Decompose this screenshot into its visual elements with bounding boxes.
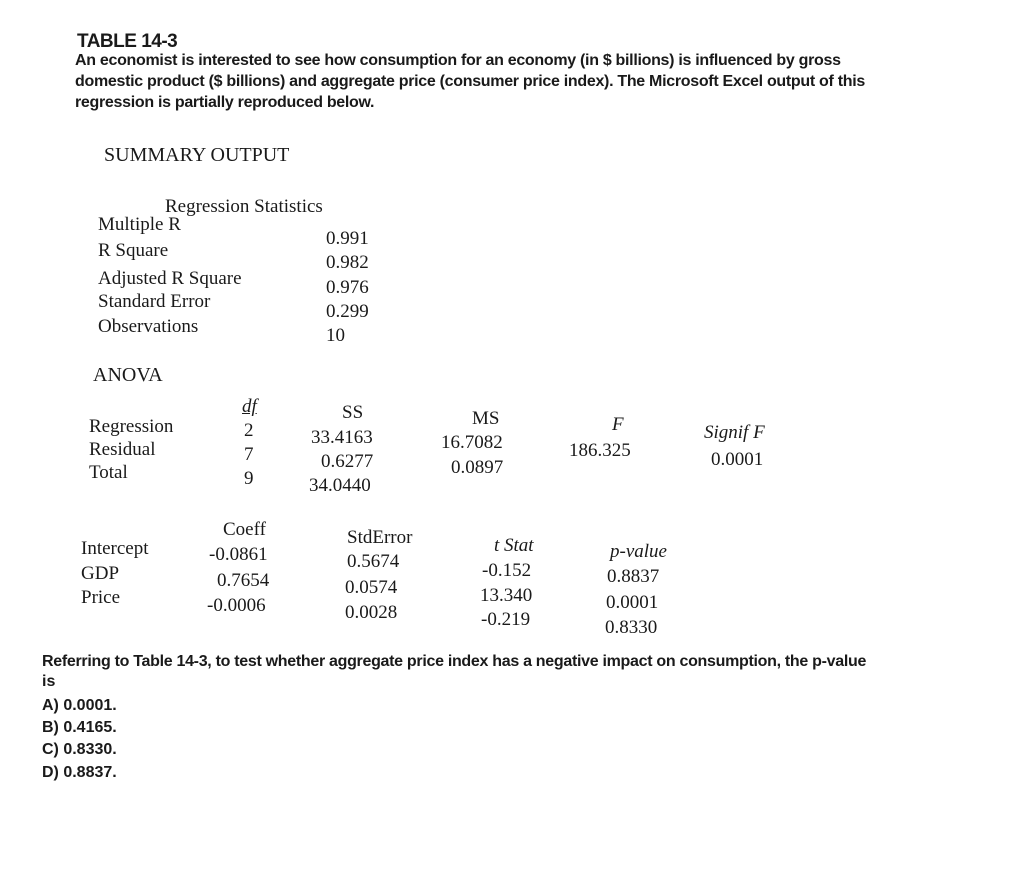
anova-row-label: Regression (89, 416, 174, 437)
coef-cell: -0.219 (481, 609, 531, 630)
coef-row-label: GDP (81, 563, 120, 584)
anova-cell: 186.325 (569, 440, 631, 461)
summary-heading: SUMMARY OUTPUT (104, 144, 290, 166)
answer-option-b[interactable]: B) 0.4165. (42, 719, 117, 736)
coef-cell: 0.7654 (217, 570, 270, 591)
regression-stats-heading: Regression Statistics (165, 196, 323, 217)
answer-option-a[interactable]: A) 0.0001. (42, 697, 117, 714)
coef-header-tstat: t Stat (494, 535, 534, 556)
coef-cell: -0.152 (482, 560, 532, 581)
coef-cell: 13.340 (480, 585, 533, 606)
coef-header-stderror: StdError (347, 527, 413, 548)
anova-row-label: Residual (89, 439, 156, 460)
coef-cell: -0.0861 (209, 544, 268, 565)
stat-value: 0.991 (326, 228, 369, 249)
anova-cell: 0.0001 (711, 449, 764, 470)
anova-header-ss: SS (342, 402, 364, 423)
stat-value: 10 (326, 325, 345, 346)
anova-header-ms: MS (472, 408, 500, 429)
coef-row-label: Price (81, 587, 121, 608)
anova-cell: 7 (244, 444, 254, 465)
anova-cell: 0.6277 (321, 451, 374, 472)
coef-cell: 0.5674 (347, 551, 400, 572)
coef-cell: 0.8837 (607, 566, 660, 587)
anova-cell: 9 (244, 468, 254, 489)
anova-row-label: Total (89, 462, 128, 483)
anova-heading: ANOVA (93, 364, 163, 386)
coef-cell: 0.0001 (606, 592, 659, 613)
intro-line-2: domestic product ($ billions) and aggregate price (consumer price index). The Microsoft Excel output of this (75, 73, 865, 90)
anova-cell: 0.0897 (451, 457, 504, 478)
intro-line-1: An economist is interested to see how consumption for an economy (in $ billions) is influenced by gross (75, 52, 841, 69)
anova-cell: 34.0440 (309, 475, 371, 496)
stat-label: Standard Error (98, 291, 211, 312)
intro-line-3: regression is partially reproduced below. (75, 94, 375, 111)
stat-value: 0.299 (326, 301, 369, 322)
stat-label: R Square (98, 240, 169, 261)
coef-header-pvalue: p-value (610, 541, 667, 562)
coef-cell: -0.0006 (207, 595, 266, 616)
answer-option-d[interactable]: D) 0.8837. (42, 764, 117, 781)
stat-label: Observations (98, 316, 199, 337)
anova-header-f: F (612, 414, 624, 435)
answer-option-c[interactable]: C) 0.8330. (42, 741, 117, 758)
stat-label: Adjusted R Square (98, 268, 242, 289)
anova-cell: 33.4163 (311, 427, 373, 448)
coef-cell: 0.8330 (605, 617, 658, 638)
coef-cell: 0.0574 (345, 577, 398, 598)
anova-header-df: df (242, 396, 257, 417)
anova-cell: 2 (244, 420, 254, 441)
coef-row-label: Intercept (81, 538, 149, 559)
stat-value: 0.982 (326, 252, 369, 273)
stat-label: Multiple R (98, 214, 181, 235)
stat-value: 0.976 (326, 277, 369, 298)
coef-header-coeff: Coeff (223, 519, 266, 540)
table-title: TABLE 14-3 (77, 31, 178, 52)
question-line-1: Referring to Table 14-3, to test whether aggregate price index has a negative impact on consumption, the p-value (42, 653, 867, 670)
anova-cell: 16.7082 (441, 432, 503, 453)
question-line-2: is (42, 673, 56, 690)
anova-header-signif-f: Signif F (704, 422, 765, 443)
coef-cell: 0.0028 (345, 602, 398, 623)
